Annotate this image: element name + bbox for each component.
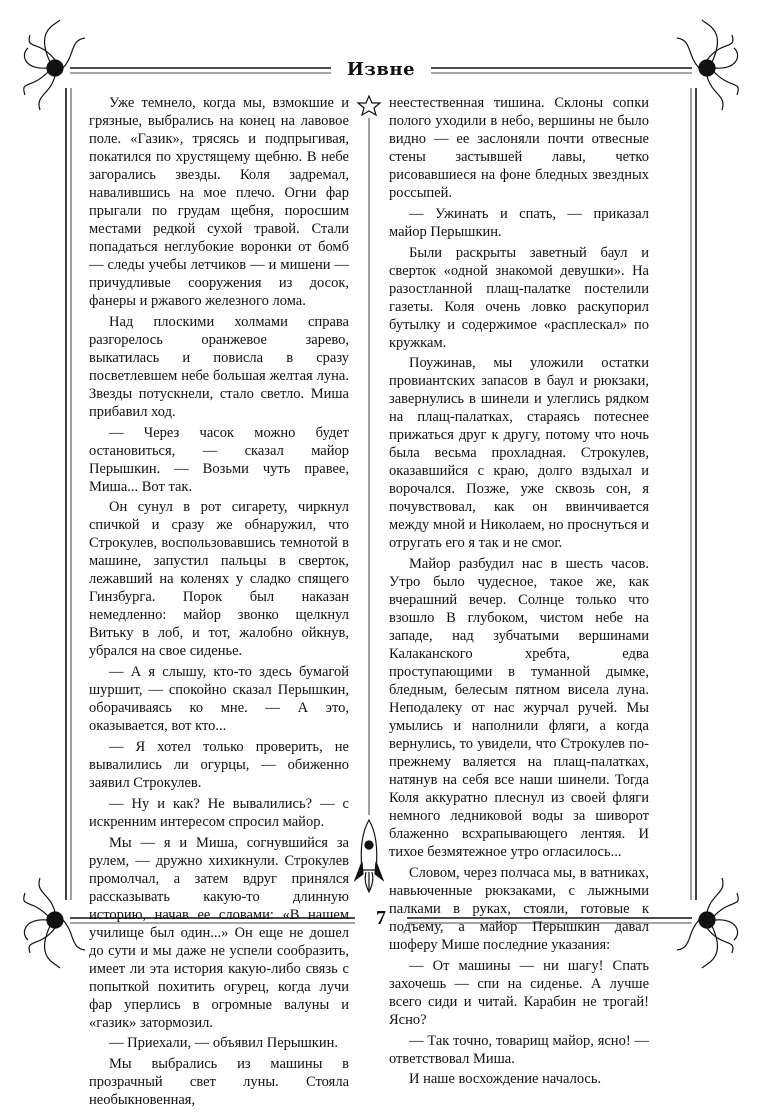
corner-ornament-top-left [24,20,85,110]
paragraph: — Ужинать и спать, — приказал майор Перышкин. [389,205,649,240]
paragraph: — Ну и как? Не вывалились? — с искренним интересом спросил майор. [89,795,349,830]
rocket-icon [355,820,383,892]
paragraph: Мы — я и Миша, согнувшийся за рулем, — дружно хихикнули. Строкулев промолчал, а затем вдруг принялся рассказывать какую-то длинную историю, начав ее словами: «В нашем училище был один...» Он еще не дошел до сути и мы даже не успели сообразить, имеет ли эта история какую-либо связь с попыткой похитить огурец, когда лучи фар уперлись в огромные валуны и «газик» затормозил. [89,834,349,1031]
paragraph: Были раскрыты заветный баул и сверток «одной знакомой девушки». На разостланной плащ-палатке постелили газеты. Коля очень ловко раскупорил бутылку и содержимое «расплескал» по кружкам. [389,244,649,351]
right-column [389,94,649,1091]
paragraph: — Я хотел только проверить, не вывалились ли огурцы, — обиженно заявил Строкулев. [89,738,349,791]
paragraph: — А я слышу, кто-то здесь бумагой шуршит, — спокойно сказал Перышкин, оборачиваясь ко мне. — А это, оказывается, вот кто... [89,664,349,735]
paragraph: Уже темнело, когда мы, взмокшие и грязные, выбрались на конец на лавовое поле. «Газик», трясясь и подпрыгивая, покатился по хрустящему щебню. В небе загорались звезды. Коля задремал, навалившись на мое плечо. Огни фар прыгали по грудам щебня, поросшим местами редкой сухой травой. Стали попадаться неглубокие воронки от бомб — следы учебы летчиков — и мишени — причудливые сооружения из досок, фанеры и ржавого железного лома. [89,95,349,309]
left-column [89,94,349,1112]
paragraph: Мы выбрались из машины в прозрачный свет луны. Стояла необыкновенная, [89,1056,349,1109]
paragraph: — Так точно, товарищ майор, ясно! — ответствовал Миша. [389,1032,649,1067]
paragraph: Майор разбудил нас в шесть часов. Утро было чудесное, такое же, как вчерашний вечер. Солнце только что взошло В глубоком, чистом небе на западе, над зубчатыми вершинами Калаканского хребта, едва проступающими в туманной дымке, бледным, белесым пятном висела луна. Неподалеку от нас журчал ручей. Мы умылись и наполнили фляги, а когда вернулись, то увидели, что Строкулев по-прежнему валяется на плащ-палатках, натянув на себя все наши шинели. Тогда Коля аккуратно плеснул из своей фляги немного ледниковой воды за шиворот блаженно всхрапывающего лентяя. И тихое безмятежное утро огласилось... [389,556,649,861]
paragraph: — От машины — ни шагу! Спать захочешь — спи на сиденье. А лучше всего сиди и читай. Карабин не трогай! Ясно? [389,957,649,1028]
paragraph: Над плоскими холмами справа разгорелось оранжевое зарево, выкатилась и повисла в сразу посветлевшем небе большая желтая луна. Звезды потускнели, стало светло. Миша прибавил ход. [89,313,349,420]
paragraph: Поужинав, мы уложили остатки провиантских запасов в баул и рюкзаки, завернулись в шинели и улеглись рядком на плащ-палатках, стараясь потеснее прижаться друг к другу, потому что ночь была весьма прохладная. Строкулев, оказавшийся с краю, долго вздыхал и ворочался. Позже, уже сквозь сон, я почувствовал, как он ввинчивается между мной и Николаем, но проснуться и отругать его я так и не смог. [389,355,649,552]
page-number: 7 [376,907,386,929]
section-title: Извне [346,59,416,80]
paragraph: неестественная тишина. Склоны сопки полого уходили в небо, вершины не было видно — ее заслоняли почти отвесные стены застывшей лавы, четко рисовавшиеся на фоне бледных звездных россыпей. [389,95,649,201]
paragraph: — Приехали, — объявил Перышкин. [109,1035,338,1052]
corner-ornament-top-right [677,20,738,110]
paragraph: Словом, через полчаса мы, в ватниках, навьюченные рюкзаками, с лыжными палками в руках, стояли, готовые к подъему, а майор Перышкин давал шоферу Мише последние указания: [389,864,649,953]
paragraph: Он сунул в рот сигарету, чиркнул спичкой и сразу же обнаружил, что Строкулев, воспользовавшись темнотой в машине, запустил пальцы в сверток, лежавший на коленях у сладко спящего Гинзбурга. Порок был наказан немедленно: майор звонко щелкнул Витьку в лоб, и тот, жалобно ойкнув, убрался на свое сиденье. [89,499,349,660]
star-icon [358,96,380,115]
paragraph: — Через часок можно будет остановиться, — сказал майор Перышкин. — Возьми чуть правее, Миша... Вот так. [89,424,349,495]
paragraph: И наше восхождение началось. [409,1071,602,1088]
